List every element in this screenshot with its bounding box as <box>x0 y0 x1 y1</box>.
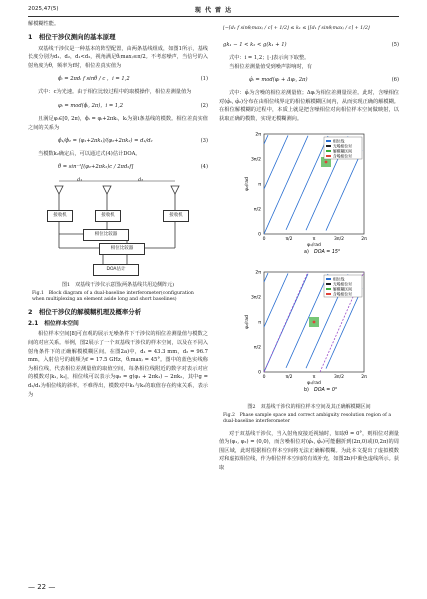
fig2b-xlabel: φ₁/rad <box>307 380 321 386</box>
doa-estimator-box: DOA估计 <box>93 264 139 276</box>
fig2b-legend-swatch <box>326 288 331 290</box>
antenna-1-icon <box>55 186 63 194</box>
eq2-body: φᵢ = mod(ϕᵢ, 2π)，i = 1,2 <box>58 102 124 109</box>
fig2b-phase-line <box>264 273 288 327</box>
dim-d2: d₂ <box>138 176 144 183</box>
fig2a-legend-label: 含噪相位对 <box>333 153 352 159</box>
fig2b-ytick: π/2 <box>253 345 261 351</box>
fig2b-ytick: 3π/2 <box>251 295 261 301</box>
fig2b-xtick: 0 <box>262 374 266 380</box>
fig2a-noisy-pair <box>325 160 328 163</box>
fig2b-legend-label: 解模糊区间 <box>333 286 352 292</box>
fig2a-ytick: 2π <box>255 132 261 138</box>
fig2a-xtick: π/2 <box>285 236 293 242</box>
fig2a-xtick: 0 <box>262 236 266 242</box>
fig2b-legend-label: 含噪相位对 <box>333 291 352 297</box>
equation-5b <box>219 38 399 52</box>
eq3-body: ϕ₁/ϕ₂ = (φ₁+2πk₁)/(φ₂+2πk₂) = d₁/d₂ <box>58 137 153 144</box>
fig2b-legend-swatch <box>326 293 331 295</box>
fig2a-xlabel: φ₁/rad <box>307 242 321 248</box>
fig2b-phase-line <box>286 274 328 368</box>
fig2b-phase-line <box>264 273 268 282</box>
fig2b-sublabel: b) <box>304 387 309 393</box>
section-1-title: 1 相位干涉仪测向的基本原理 <box>28 32 116 41</box>
paragraph-7: 当相位差测量值受到噪声影响时，有 <box>229 63 313 70</box>
eq2-number: (2) <box>200 102 208 109</box>
paragraph-1: 双基线干涉仪是一种基本的阵型配置，由两条基线组成，如图1所示，基线长度分别为d₁、d₂，d₁<d₂，视角满足θ₍max₎≤π/2。不考虑噪声，当信号的入射角度为θ，频率为f时，相位差真实值为 <box>28 45 208 69</box>
fig2a-legend-swatch <box>326 140 331 142</box>
phase-comparator-2: 相位比较器 <box>99 243 145 255</box>
figure-2 <box>234 130 384 402</box>
equation-2 <box>28 99 208 113</box>
fig2a-phase-line <box>264 135 268 144</box>
figure-1-caption-en: Fig.1 Block diagram of a dual-baseline interferometer(configuration when multiplexing an element aside long and short baselines) <box>32 290 194 303</box>
eq1-number: (1) <box>200 76 208 83</box>
antenna-2-icon <box>103 186 111 194</box>
dim-d1: d₁ <box>77 176 83 183</box>
fig2a-sublabel: a) <box>304 249 309 255</box>
paragraph-6: 式中：i = 1,2；⌊·⌋表示向下取整。 <box>229 55 310 61</box>
fig2a-legend-swatch <box>326 145 331 147</box>
eq5a-body: ⌊−⌈d₁ f sinθ₍max₎ / c⌉ + 1/2⌋ ≤ k₁ ≤ ⌊⌈d₁ f sinθ₍max₎ / c⌉ + 1/2⌋ <box>223 25 370 31</box>
fig2b-phase-line <box>326 288 362 368</box>
intro-text: 解模糊性能。 <box>28 21 60 27</box>
fig2a-ylabel: φ₂/rad <box>245 176 250 191</box>
fig2b-xtick: π <box>312 374 316 380</box>
eq3-number: (3) <box>200 137 208 144</box>
paragraph-3: 且满足φᵢ∈[0, 2π)，ϕᵢ = φᵢ+2πkᵢ，kᵢ为第i条基线的模数。相位差真实值之间的关系为 <box>28 115 208 131</box>
fig2b-legend-swatch <box>326 278 331 280</box>
fig2a-legend-swatch <box>326 155 331 157</box>
figure-2-caption-cn: 图2 双基线干涉仪的相位样本空间及其正确解模糊区间 <box>247 403 371 410</box>
fig2a-legend-swatch <box>326 150 331 152</box>
fig2b-ytick: 2π <box>255 270 261 276</box>
equation-1 <box>28 72 208 86</box>
fig2a-doa-label: DOA = 15° <box>314 249 341 255</box>
fig2b-xtick: π/2 <box>285 374 293 380</box>
issue-info: 2025,47(5) <box>28 6 59 12</box>
fig2b-ylabel: φ₂/rad <box>245 314 250 329</box>
figure-1-diagram <box>43 178 193 280</box>
fig2b-legend-swatch <box>326 283 331 285</box>
fig2a-phase-line <box>286 136 328 230</box>
fig2b-ytick: 0 <box>258 370 261 376</box>
fig2b-xtick: 2π <box>361 374 367 380</box>
phase-comparator-1: 相位比较器 <box>83 229 129 241</box>
figure-2-caption-en: Fig.2 Phase sample space and correct ambiguity resolution region of a dual-baseline interferometer <box>223 412 392 425</box>
fig2b-noisy-pair <box>313 320 316 323</box>
figure-1-caption-cn: 图1 双基线干涉仪示意图(两条基线共用边侧阵元) <box>61 281 175 288</box>
fig2a-legend-label: 解模糊区间 <box>333 148 352 154</box>
eq1-body: ϕᵢ = 2πdᵢ f sinθ / c ，i = 1,2 <box>58 76 130 83</box>
fig2a-xtick: 3π/2 <box>334 236 344 242</box>
left-column <box>28 20 208 399</box>
equation-6 <box>219 73 399 87</box>
fig2b-legend-label: 相位线 <box>333 276 345 282</box>
eq5-number: (5) <box>391 41 399 48</box>
receiver-box-3: 接收机 <box>163 210 189 222</box>
fig2b-ytick: π <box>258 320 261 326</box>
page-number: — 22 — <box>28 583 56 591</box>
right-column <box>219 20 399 473</box>
eq6-number: (6) <box>391 76 399 83</box>
eq4-number: (4) <box>200 164 208 171</box>
fig2a-ytick: 3π/2 <box>251 157 261 163</box>
fig2a-phase-line <box>326 150 362 230</box>
equation-5a <box>219 22 399 36</box>
fig2b-legend-label: 无噪相位对 <box>333 281 352 287</box>
paragraph-8: 式中：φ̂ᵢ为含噪的相位差测量值；Δφᵢ为相位差测量误差。此时，含噪相位对(φ̂₁, φ̂₂)分布在由相位线界定的相位解模糊区间内，从而实现正确的解模糊。在相位解模糊的过程中，本质上就是把含噪相位对向相位样本空间做映射，以获取正确的模数，实现无模糊测向。 <box>219 90 399 122</box>
antenna-3-icon <box>171 186 179 194</box>
eq6-body: φ̂ᵢ = mod(φᵢ + Δφᵢ, 2π) <box>249 76 308 83</box>
fig2a-xtick: π <box>312 236 316 242</box>
figure-2-plots <box>234 130 384 402</box>
fig2a-ytick: π/2 <box>253 207 261 213</box>
receiver-box-1: 接收机 <box>47 210 73 222</box>
fig2a-legend-label: 相位线 <box>333 138 345 144</box>
fig2b-xtick: 3π/2 <box>334 374 344 380</box>
fig2a-phase-line <box>264 135 308 233</box>
paragraph-5: 相位样本空间[8]可直观的展示无噪条件下干涉仪的相位差测量值与模数之间的对应关系。举例，图2展示了一个双基线干涉仪的样本空间，以及在不同入射角条件下的正确解模模糊区间。在图2a)中，d₁ = 43.3 mm，d₂ = 96.7 mm，入射信号的载频为f = 17.5 GHz，θ₍max₎ = 45°。图中的蓝色实线称为相位线，代表相位差测量值的取值空间，每条相位线附近的数字对表示对应的模数对|k₁, k₂|，相位线可以表示为φ₂ = g(φ₁ + 2πk₁) − 2πk₂，其中g = d₂/d₁为相位线的斜率。不难得出，模数对中k₁与k₂的取值存在约束关系，表示为 <box>28 331 208 398</box>
page-header <box>28 4 399 17</box>
paragraph-9: 对于双基线干涉仪，当入射角度接近视轴时，如取θ = 0°，则相位对测量值为(φ₁, φ₂) = (0,0)，而含噪相位对(φ̂₁, φ̂₂)可能翻折到(2π,0)或(0,2π)的周围区域，此时根据相位样本空间将无法正确解模糊。为此本文提出了虚拟模数对和虚拟相位线，作为相位样本空间的有效补充，如图2b)中紫色虚线所示。获取 <box>219 430 399 471</box>
section-2-title: 2 相位干涉仪的解模糊机理及概率分析 <box>28 307 142 316</box>
fig2a-legend-label: 无噪相位对 <box>333 143 352 149</box>
paragraph-4: 当模数k₂确定后，可以通过式(4)估计DOA。 <box>38 151 141 158</box>
equation-3 <box>28 134 208 148</box>
fig2a-ytick: 0 <box>258 232 261 238</box>
equation-4 <box>28 161 208 175</box>
journal-title: 现 代 雷 达 <box>194 7 233 14</box>
subsection-2-1-title: 2.1 相位样本空间 <box>28 320 79 327</box>
paragraph-2: 式中：c为光速。由于相位比较过程中的取模操作，相位差测量值为 <box>38 89 192 96</box>
fig2b-doa-label: DOA = 0° <box>314 387 338 393</box>
eq4-body: θ̂ = sin⁻¹[(φ₂+2πk₂)c / 2πd₂f] <box>58 164 134 171</box>
fig2a-phase-line <box>264 135 288 189</box>
fig2a-xtick: 2π <box>361 236 367 242</box>
eq5b-body: gk₁ − 1 < k₂ < g(k₁ + 1) <box>223 41 287 48</box>
receiver-box-2: 接收机 <box>95 210 121 222</box>
fig2a-ytick: π <box>258 182 261 188</box>
